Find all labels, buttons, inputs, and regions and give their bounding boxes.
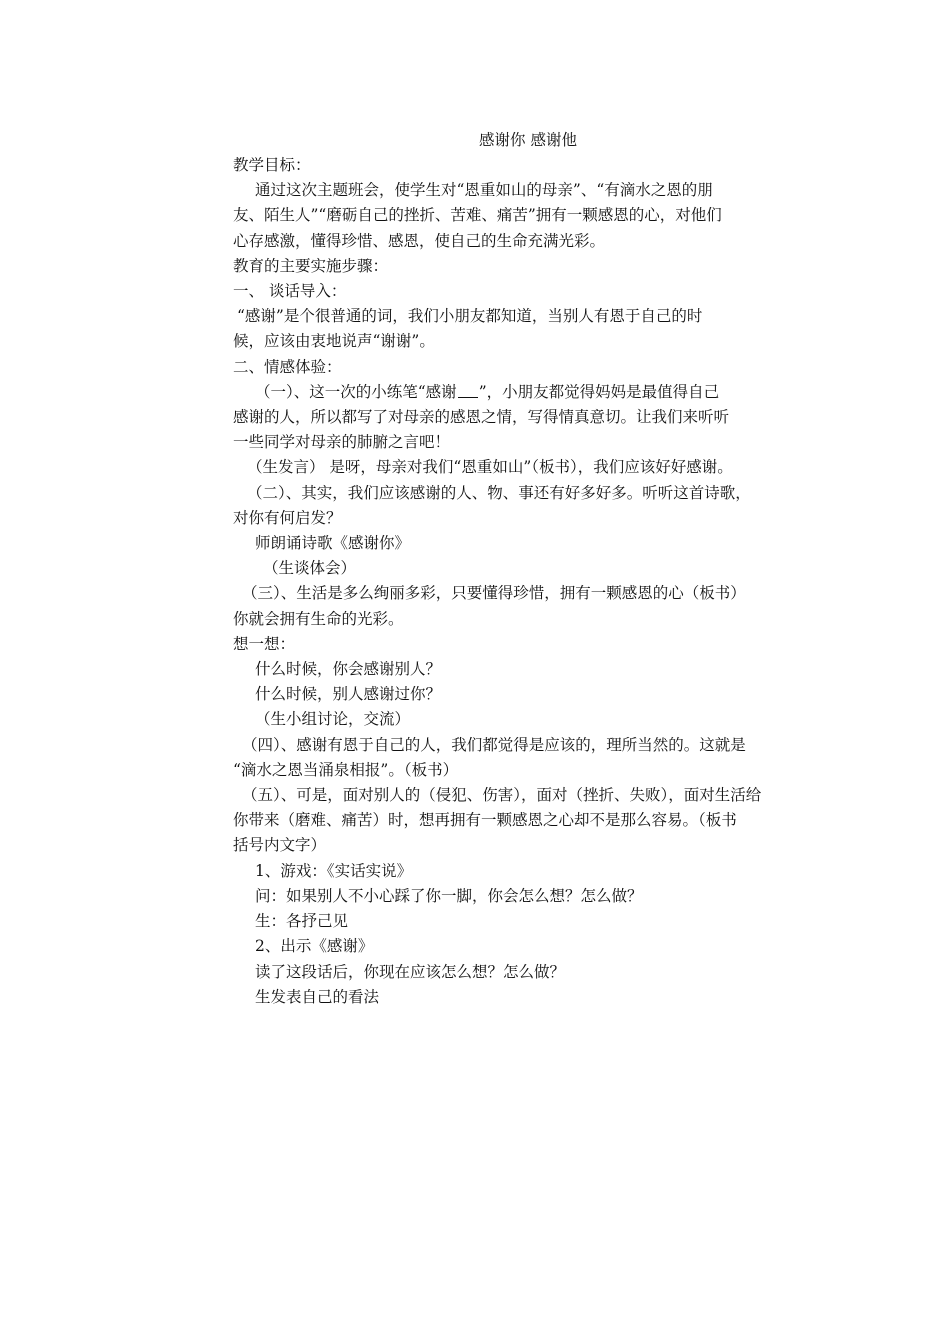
document-title: 感谢你 感谢他 <box>479 131 577 149</box>
part1-first-line <box>233 380 793 405</box>
goal-line: 通过这次主题班会，使学生对“恩重如山的母亲”、“有滴水之恩的朋 <box>255 181 713 200</box>
part5-line: （五）、可是，面对别人的（侵犯、伤害），面对（挫折、失败），面对生活给 <box>242 786 762 805</box>
part3-line: 你就会拥有生命的光彩。 <box>233 609 404 628</box>
activity-line: 1、游戏：《实话实说》 <box>255 861 413 880</box>
activity-line: 读了这段话后，你现在应该怎么想？怎么做？ <box>255 962 566 981</box>
section2-heading: 二、情感体验： <box>233 357 342 376</box>
part1-line: 感谢的人，所以都写了对母亲的感恩之情，写得情真意切。让我们来听听 <box>233 408 730 427</box>
think-item: 什么时候，别人感谢过你？ <box>255 685 442 704</box>
part2-line: 对你有何启发？ <box>233 508 342 527</box>
part1-start: （一）、这一次的小练笔“感谢 <box>255 382 457 401</box>
steps-heading: 教育的主要实施步骤： <box>233 256 389 275</box>
document-body <box>233 128 793 1010</box>
part4-line: （四）、感谢有恩于自己的人，我们都觉得是应该的，理所当然的。这就是 <box>242 735 746 754</box>
part1-line: 一些同学对母亲的肺腑之言吧！ <box>233 433 451 452</box>
part3-line: （三）、生活是多么绚丽多彩，只要懂得珍惜，拥有一颗感恩的心（板书） <box>242 584 746 603</box>
section1-line: 候，应该由衷地说声“谢谢”。 <box>233 332 435 351</box>
part5-line: 括号内文字） <box>233 836 327 855</box>
blank-underline <box>458 382 478 398</box>
section1-line: “感谢”是个很普通的词，我们小朋友都知道，当别人有恩于自己的时 <box>237 307 703 326</box>
part2-line: （二）、其实，我们应该感谢的人、物、事还有好多好多。听听这首诗歌， <box>247 483 751 502</box>
student-talk: （生谈体会） <box>263 559 357 578</box>
part1-end: ”，小朋友都觉得妈妈是最值得自己 <box>478 382 720 401</box>
section1-heading: 一、 谈话导入： <box>233 282 347 301</box>
goal-line: 友、陌生人”“磨砺自己的挫折、苦难、痛苦”拥有一颗感恩的心，对他们 <box>233 206 722 225</box>
activity-line: 问：如果别人不小心踩了你一脚，你会怎么想？怎么做？ <box>255 886 643 905</box>
think-item: 什么时候，你会感谢别人？ <box>255 660 442 679</box>
part4-line: “滴水之恩当涌泉相报”。（板书） <box>233 760 459 779</box>
teacher-poem: 师朗诵诗歌《感谢你》 <box>255 534 411 553</box>
think-heading: 想一想： <box>233 634 296 653</box>
goal-line: 心存感激，懂得珍惜、感恩，使自己的生命充满光彩。 <box>233 231 606 250</box>
activity-line: 生：各抒己见 <box>255 912 349 931</box>
think-item: （生小组讨论，交流） <box>255 710 411 729</box>
student-speech: （生发言） 是呀，母亲对我们“恩重如山”（板书），我们应该好好感谢。 <box>247 458 733 477</box>
goal-heading: 教学目标： <box>233 156 311 174</box>
activity-line: 生发表自己的看法 <box>255 987 380 1006</box>
activity-line: 2、出示《感谢》 <box>255 937 374 956</box>
part5-line: 你带来（磨难、痛苦）时，想再拥有一颗感恩之心却不是那么容易。（板书 <box>233 811 737 830</box>
